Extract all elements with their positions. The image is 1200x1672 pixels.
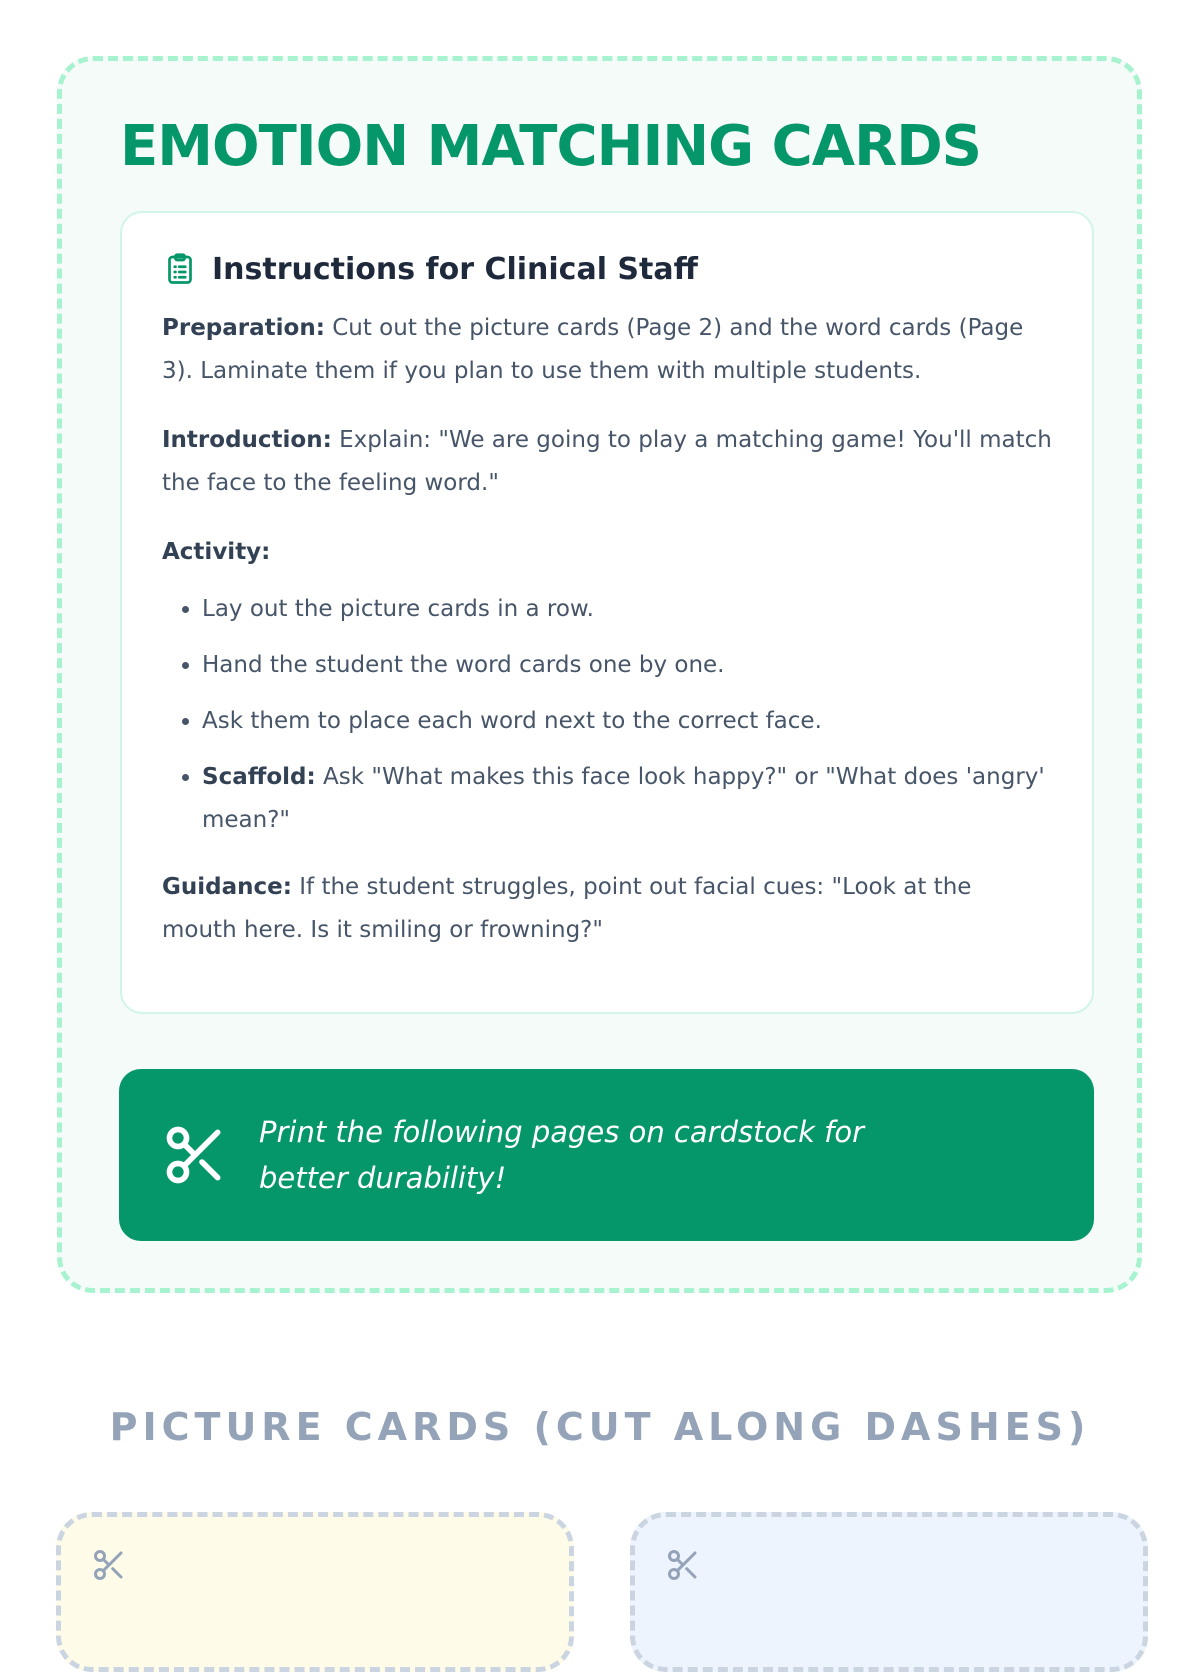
scissors-icon [161,1121,229,1189]
introduction-label: Introduction: [162,427,332,453]
introduction-paragraph [162,419,1052,505]
picture-cards-title: PICTURE CARDS (CUT ALONG DASHES) [109,1405,1091,1449]
scaffold-text: Ask "What makes this face look happy?" or "What does 'angry' mean?" [202,764,1045,833]
scissors-icon [665,1547,701,1583]
scissors-icon [91,1547,127,1583]
list-item: • Lay out the picture cards in a row. [202,588,1052,631]
preparation-paragraph [162,307,1052,393]
tip-banner [119,1069,1094,1241]
guidance-text: If the student struggles, point out facial cues: "Look at the mouth here. Is it smiling or frowning?" [162,874,972,943]
list-item: • Hand the student the word cards one by one. [202,644,1052,687]
page-title: EMOTION MATCHING CARDS [120,114,982,179]
instructions-card [120,211,1094,1014]
activity-steps [162,588,1052,842]
instructions-header [162,251,1052,287]
guidance-paragraph [162,866,1052,952]
tip-text: Print the following pages on cardstock for better durability! [259,1115,865,1195]
guidance-label: Guidance: [162,874,292,900]
introduction-text: Explain: "We are going to play a matching game! You'll match the face to the feeling word." [162,427,1052,496]
clipboard-icon [162,251,198,287]
list-item-scaffold [202,756,1052,842]
picture-card [630,1512,1148,1672]
scaffold-label: Scaffold: [202,764,316,790]
activity-label: Activity: [162,539,271,565]
picture-card [56,1512,574,1672]
instructions-heading: Instructions for Clinical Staff [212,251,698,287]
preparation-label: Preparation: [162,315,325,341]
list-item: • Ask them to place each word next to the correct face. [202,700,1052,743]
preparation-text: Cut out the picture cards (Page 2) and the word cards (Page 3). Laminate them if you plan to use them with multiple students. [162,315,1024,384]
intro-box [57,56,1142,1293]
